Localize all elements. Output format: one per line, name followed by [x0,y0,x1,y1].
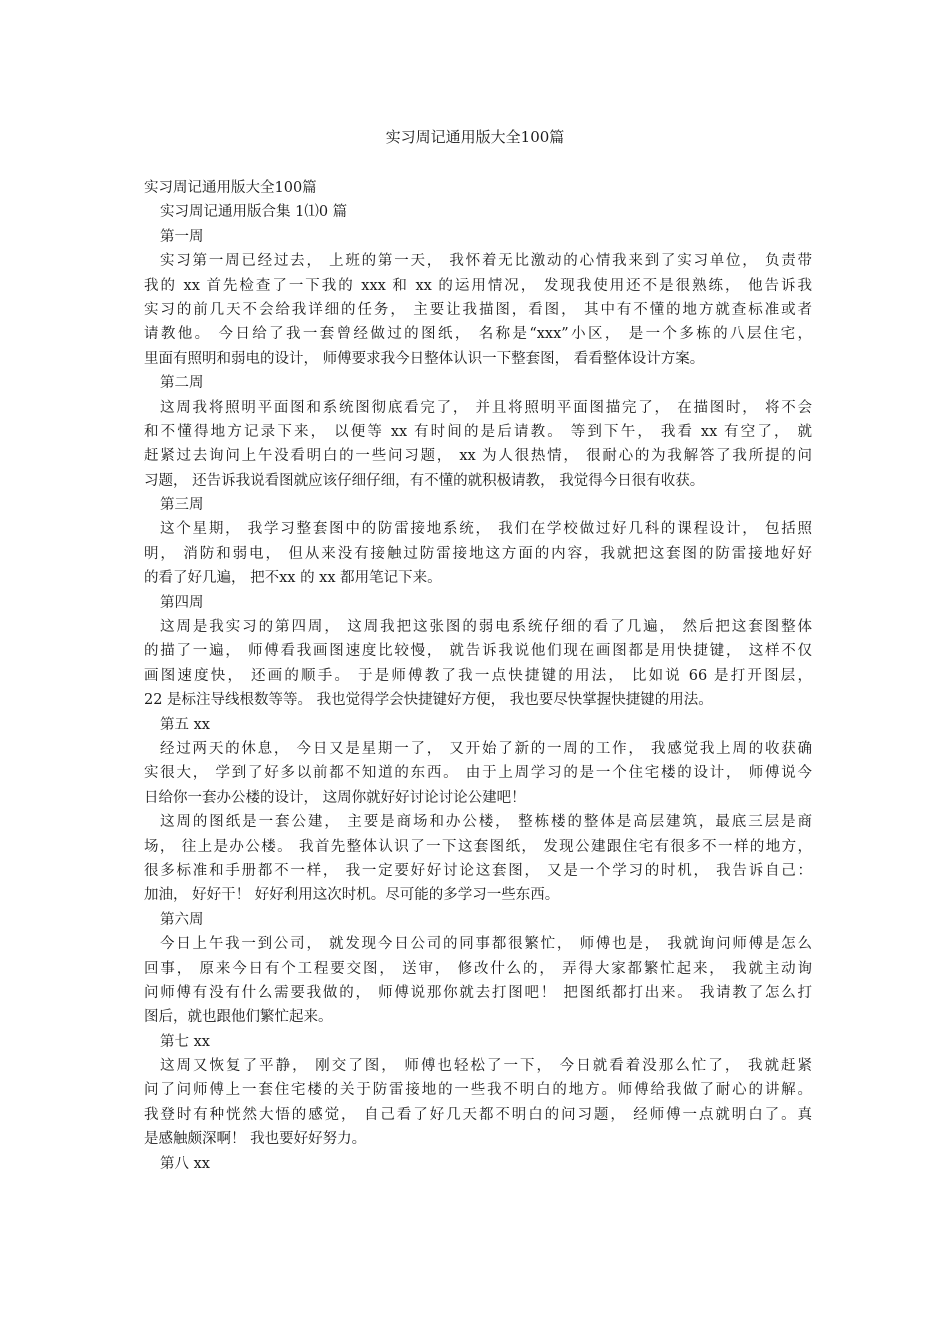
paragraph-line: 这周是我实习的第四周， 这周我把这张图的弱电系统仔细的看了几遍， 然后把这套图整体 [160,619,812,636]
paragraph-line: 请教他。 今日给了我一套曾经做过的图纸， 名称是“xxx”小区， 是一个多栋的八层住宅， [144,326,812,343]
paragraph-line: 实习周记通用版大全100篇 [144,180,317,196]
paragraph-line: 我的 xx 首先检查了一下我的 xxx 和 xx 的运用情况， 发现我使用还不是很熟练， 他告诉我 [144,277,812,294]
section-heading: 第八 xx [160,1155,210,1172]
paragraph-line: 明， 消防和弱电， 但从来没有接触过防雷接地这方面的内容，我就把这套图的防雷接地好好 [144,545,812,562]
section-heading: 第七 xx [160,1033,210,1050]
paragraph-line: 22 是标注导线根数等等。 我也觉得学会快捷键好方便， 我也要尽快掌握快捷键的用法。 [144,692,713,709]
paragraph-line: 问了问师傅上一套住宅楼的关于防雷接地的一些我不明白的地方。师傅给我做了耐心的讲解。 [144,1082,812,1099]
paragraph-line: 里面有照明和弱电的设计， 师傅要求我今日整体认识一下整套图， 看看整体设计方案。 [144,350,705,367]
paragraph-line: 这周我将照明平面图和系统图彻底看完了， 并且将照明平面图描完了， 在描图时， 将不会 [160,399,812,416]
section-heading: 实习周记通用版合集 1⑴0 篇 [160,204,348,221]
paragraph-line: 习题， 还告诉我说看图就应该仔细仔细，有不懂的就积极请教， 我觉得今日很有收获。 [144,472,705,489]
paragraph-line: 我登时有种恍然大悟的感觉， 自己看了好几天都不明白的问习题， 经师傅一点就明白了。真 [144,1106,812,1123]
paragraph-line: 实很大， 学到了好多以前都不知道的东西。 由于上周学习的是一个住宅楼的设计， 师傅说今 [144,765,812,782]
paragraph-line: 问师傅有没有什么需要我做的， 师傅说那你就去打图吧！ 把图纸都打出来。 我请教了怎么打 [144,984,812,1001]
section-heading: 第六周 [160,911,204,928]
document-title: 实习周记通用版大全100篇 [385,128,565,146]
paragraph-line: 实习第一周已经过去， 上班的第一天， 我怀着无比激动的心情我来到了实习单位， 负责带 [160,253,812,270]
paragraph-line: 的看了好几遍， 把不xx 的 xx 都用笔记下来。 [144,570,442,587]
paragraph-line: 这周的图纸是一套公建， 主要是商场和办公楼， 整栋楼的整体是高层建筑，最底三层是商 [160,814,812,831]
paragraph-line: 很多标准和手册都不一样， 我一定要好好讨论这套图， 又是一个学习的时机， 我告诉自己： [144,862,812,879]
section-heading: 第一周 [160,228,204,245]
section-heading: 第四周 [160,594,204,611]
paragraph-line: 图后，就也跟他们繁忙起来。 [144,1009,333,1026]
paragraph-line: 实习的前几天不会给我详细的任务， 主要让我描图，看图， 其中有不懂的地方就查标准或者 [144,301,812,318]
paragraph-line: 今日上午我一到公司， 就发现今日公司的同事都很繁忙， 师傅也是， 我就询问师傅是怎么 [160,936,812,953]
paragraph-line: 是感触颇深啊！ 我也要好好努力。 [144,1131,367,1148]
paragraph-line: 的描了一遍， 师傅看我画图速度比较慢， 就告诉我说他们现在画图都是用快捷键， 这样不仅 [144,643,812,660]
paragraph-line: 场， 往上是办公楼。 我首先整体认识了一下这套图纸， 发现公建跟住宅有很多不一样的地方， [144,838,812,855]
paragraph-line: 这个星期， 我学习整套图中的防雷接地系统， 我们在学校做过好几科的课程设计， 包括照 [160,521,812,538]
section-heading: 第三周 [160,497,204,514]
paragraph-line: 和不懂得地方记录下来， 以便等 xx 有时间的是后请教。 等到下午， 我看 xx 有空了， 就 [144,423,812,440]
paragraph-line: 赶紧过去询问上午没看明白的一些问习题， xx 为人很热情， 很耐心的为我解答了我所提的问 [144,448,812,465]
section-heading: 第二周 [160,375,204,392]
paragraph-line: 回事， 原来今日有个工程要交图， 送审， 修改什么的， 弄得大家都繁忙起来， 我就主动询 [144,960,812,977]
paragraph-line: 日给你一套办公楼的设计， 这周你就好好讨论讨论公建吧！ [144,789,526,806]
paragraph-line: 经过两天的休息， 今日又是星期一了， 又开始了新的一周的工作， 我感觉我上周的收获确 [160,740,812,757]
paragraph-line: 画图速度快， 还画的顺手。 于是师傅教了我一点快捷键的用法， 比如说 66 是打开图层， [144,667,812,684]
paragraph-line: 加油， 好好干！ 好好利用这次时机。尽可能的多学习一些东西。 [144,887,560,904]
document-body [144,176,812,1176]
paragraph-line: 这周又恢复了平静， 刚交了图， 师傅也轻松了一下， 今日就看着没那么忙了， 我就赶紧 [160,1058,812,1075]
section-heading: 第五 xx [160,716,210,733]
